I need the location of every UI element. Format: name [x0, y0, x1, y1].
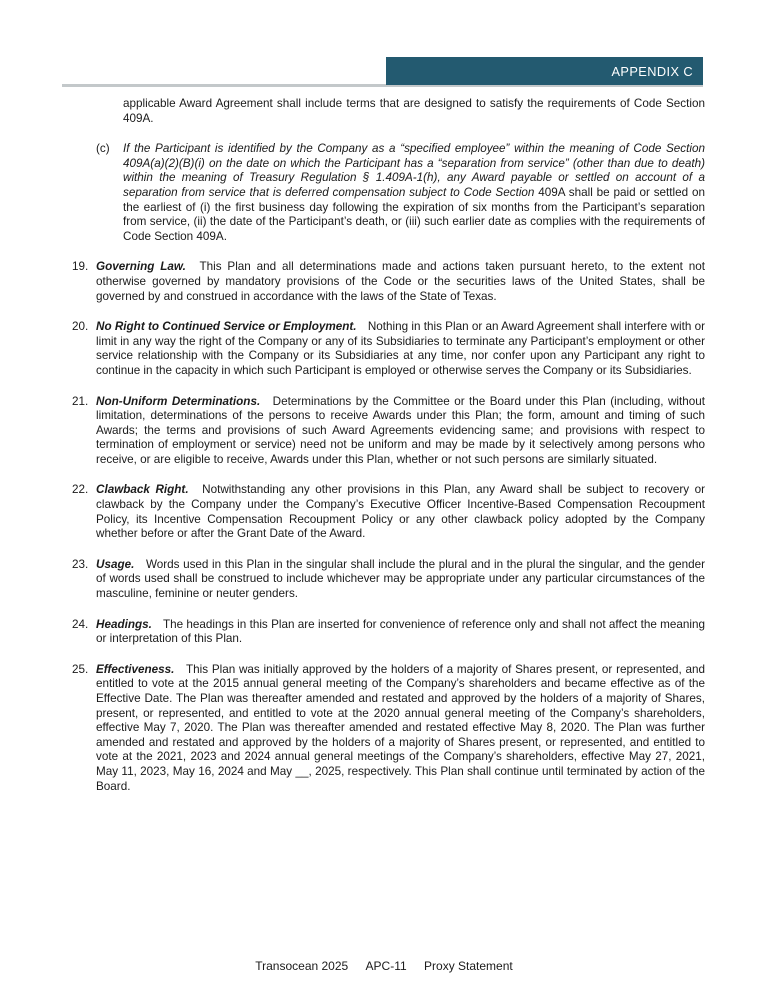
- page-footer: [0, 959, 768, 973]
- clause-c: [96, 142, 705, 244]
- numbered-item-20: [72, 320, 705, 378]
- item-heading: No Right to Continued Service or Employment.: [96, 320, 357, 334]
- numbered-item-24: [72, 618, 705, 647]
- item-text: [96, 663, 705, 794]
- numbered-item-25: [72, 663, 705, 794]
- numbered-item-23: [72, 558, 705, 602]
- item-text: [96, 320, 705, 378]
- item-heading: Headings.: [96, 617, 152, 631]
- item-number: 19.: [72, 260, 89, 274]
- item-text: [96, 618, 705, 647]
- item-body: Notwithstanding any other provisions in this Plan, any Award shall be subject to recovery or clawback by the Company under the Company’s Executive Officer Incentive-Based Compensation Recoupment Policy, its Incentive Compensation Recoupment Policy or any other clawback policy adopted by the Company whether before or after the Grant Date of the Award.: [96, 483, 706, 541]
- clause-c-label: (c): [96, 142, 110, 156]
- clause-c-text: [123, 142, 705, 244]
- item-number: 20.: [72, 320, 89, 334]
- item-number: 21.: [72, 394, 89, 408]
- appendix-label: APPENDIX C: [611, 63, 693, 79]
- paragraph-continuation: applicable Award Agreement shall include terms that are designed to satisfy the requirements of Code Section 409A.: [123, 97, 705, 125]
- item-heading: Clawback Right.: [96, 483, 189, 497]
- numbered-item-22: [72, 483, 705, 541]
- item-body: The headings in this Plan are inserted for convenience of reference only and shall not affect the meaning or interpretation of this Plan.: [96, 617, 705, 646]
- item-number: 22.: [72, 483, 89, 497]
- footer-page-number: APC-11: [365, 959, 407, 973]
- item-number: 24.: [72, 617, 89, 631]
- item-heading: Usage.: [96, 557, 135, 571]
- clause-c-italic-text: If the Participant is identified by the Company as a “specified employee” within the meaning of Code Section 409A(a)(2)(B)(i) on the date on which the Participant has a “separation from service” (other than due to death) within the meaning of Treasury Regulation § 1.409A-1(h), any Award payable or settled on account of a separation from service that is deferred compensation subject to Code Section: [123, 142, 705, 199]
- footer-document-label: Proxy Statement: [424, 959, 513, 973]
- item-number: 25.: [72, 662, 89, 676]
- item-body: This Plan was initially approved by the holders of a majority of Shares present, or represented, and entitled to vote at the 2015 annual general meeting of the Company’s shareholders and became effective as of the Effective Date. The Plan was thereafter amended and restated and approved by the holders of a majority of Shares, present, or represented, and entitled to vote at the 2020 annual general meeting of the Company’s shareholders, effective May 7, 2020. The Plan was thereafter amended and restated effective May 8, 2020. The Plan was further amended and restated and approved by the holders of a majority of Shares present, or represented, and entitled to vote at the 2021, 2023 and 2024 annual general meetings of the Company’s shareholders, effective May 27, 2021, May 11, 2023, May 16, 2024 and May __, 2025, respectively. This Plan shall continue until terminated by action of the Board.: [96, 662, 705, 793]
- document-body: [0, 97, 768, 810]
- clause-c-regular-text: 409A shall be paid or settled on the earliest of (i) the first business day following the expiration of six months from the Participant’s separation from service, (ii) the date of the Participant’s death, or (iii) such earlier date as complies with the requirements of Code Section 409A.: [123, 185, 705, 243]
- item-heading: Non-Uniform Determinations.: [96, 394, 261, 408]
- item-number: 23.: [72, 557, 89, 571]
- item-heading: Governing Law.: [96, 260, 186, 274]
- item-text: [96, 483, 705, 541]
- item-text: [96, 395, 705, 468]
- item-body: Nothing in this Plan or an Award Agreement shall interfere with or limit in any way the right of the Company or any of its Subsidiaries to terminate any Participant’s employment or other service relationship with the Company or its Subsidiaries at any time, nor confer upon any Participant any right to continue in the capacity in which such Participant is employed or otherwise serves the Company or its Subsidiaries.: [96, 320, 706, 377]
- item-body: Words used in this Plan in the singular shall include the plural and in the plural the singular, and the gender of words used shall be construed to include whichever may be appropriate under any particular circumstances of the masculine, feminine or neuter genders.: [96, 557, 706, 601]
- item-text: [96, 558, 705, 602]
- item-heading: Effectiveness.: [96, 662, 175, 676]
- item-body: Determinations by the Committee or the Board under this Plan (including, without limitation, determinations of the persons to receive Awards under this Plan; the form, amount and timing of such Awards; the terms and provisions of such Award Agreements evidencing same; and provisions with respect to termination of employment or service) need not be uniform and may be made by it selectively among persons who receive, or are eligible to receive, Awards under this Plan, whether or not such persons are similarly situated.: [96, 394, 706, 466]
- item-text: [96, 260, 705, 304]
- numbered-item-21: [72, 395, 705, 468]
- numbered-item-19: [72, 260, 705, 304]
- footer-company: Transocean 2025: [255, 959, 349, 973]
- appendix-header-box: [386, 57, 703, 85]
- item-body: This Plan and all determinations made and actions taken pursuant hereto, to the extent not otherwise governed by mandatory provisions of the Code or the securities laws of the United States, shall be governed by and construed in accordance with the laws of the State of Texas.: [96, 260, 705, 303]
